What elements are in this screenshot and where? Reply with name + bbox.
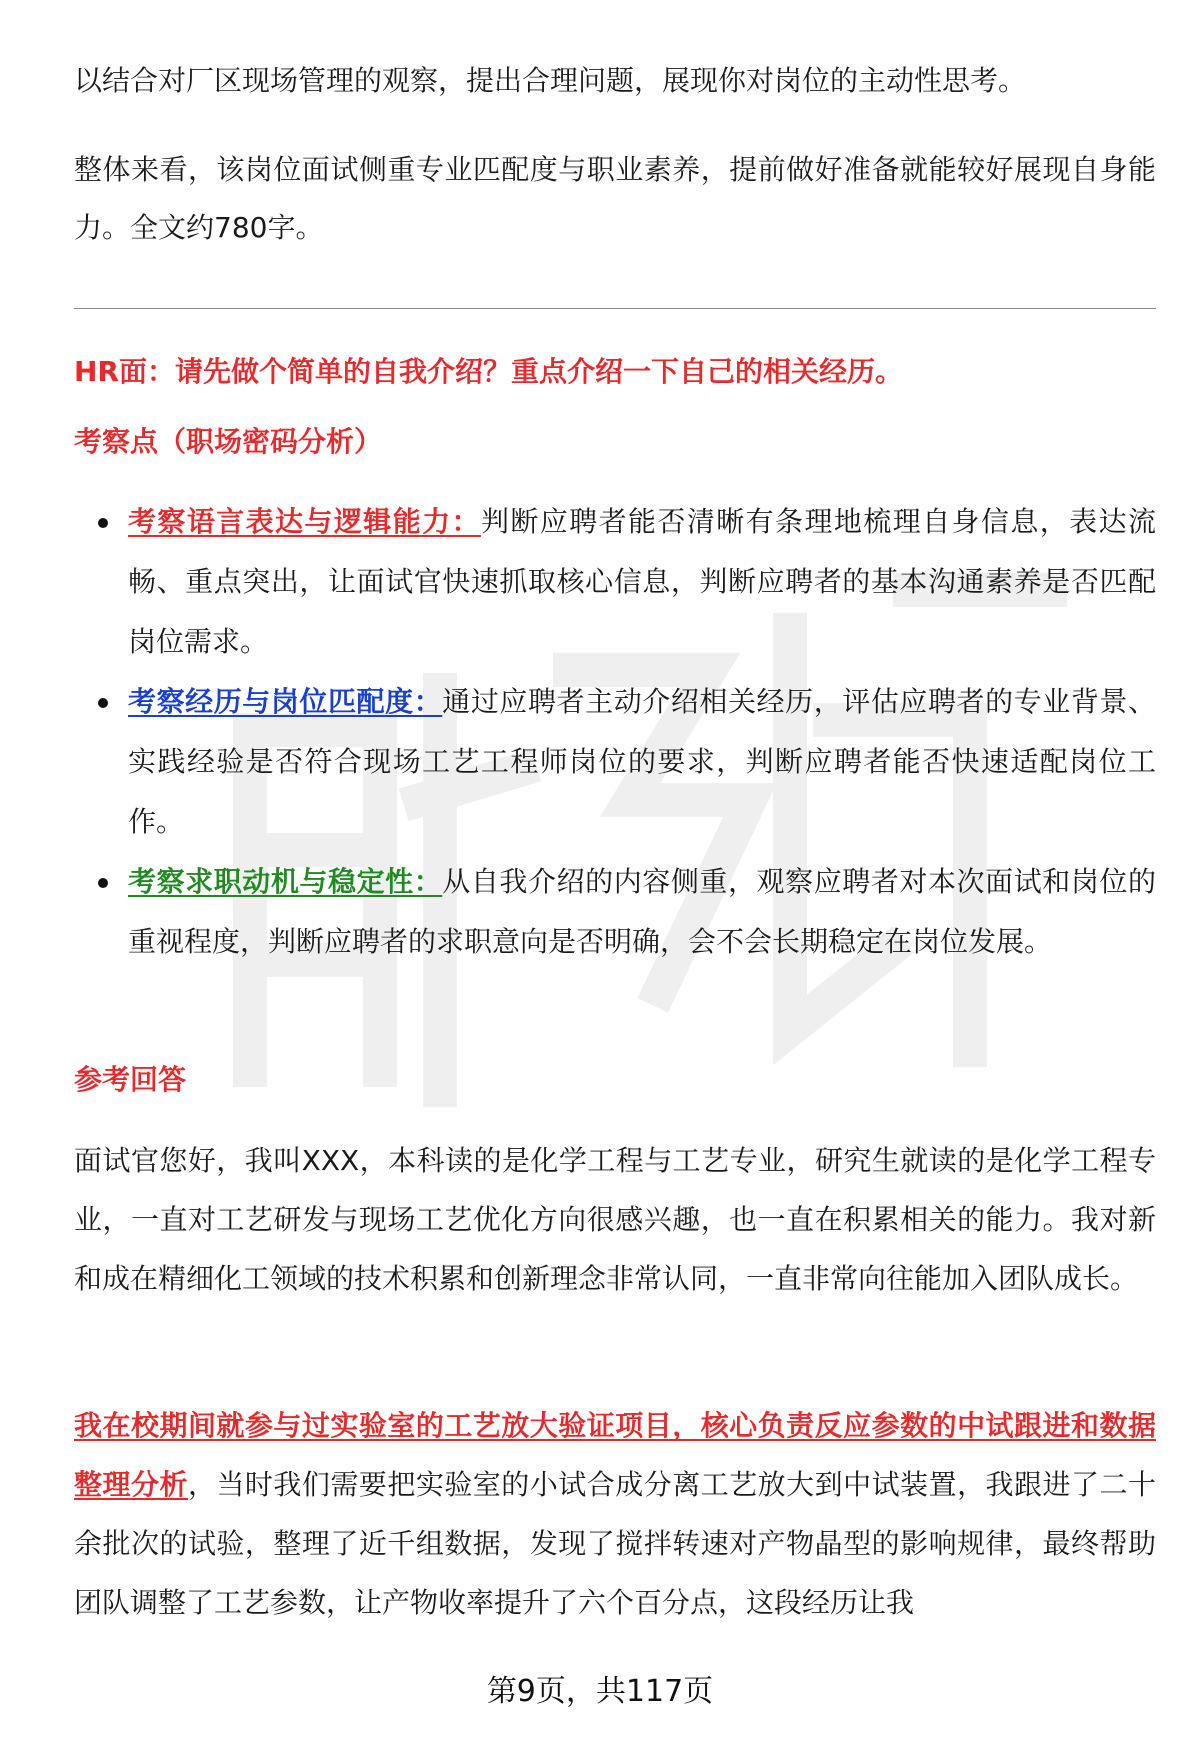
bullet-icon: [98, 518, 108, 528]
answer-text: ，当时我们需要把实验室的小试合成分离工艺放大到中试装置，我跟进了二十余批次的试验，整理了近千组数据，发现了搅拌转速对产物晶型的影响规律，最终帮助团队调整了工艺参数，让产物收率提升了六个百分点，这段经历让我: [74, 1468, 1156, 1619]
answer-paragraph-experience: [74, 1396, 1156, 1632]
bullet-icon: [98, 698, 108, 708]
list-item: [74, 492, 1156, 672]
point-label: 考察求职动机与稳定性：: [128, 865, 443, 898]
bullet-icon: [98, 878, 108, 888]
question-title: HR面：请先做个简单的自我介绍？重点介绍一下自己的相关经历。: [74, 355, 903, 388]
page-number: 第9页，共117页: [486, 1674, 714, 1709]
point-text: 判断应聘者能否清晰有条理地梳理自身信息，表达流畅、重点突出，让面试官快速抓取核心信息，判断应聘者的基本沟通素养是否匹配岗位需求。: [128, 505, 1156, 658]
point-text: 通过应聘者主动介绍相关经历，评估应聘者的专业背景、实践经验是否符合现场工艺工程师岗位的要求，判断应聘者能否快速适配岗位工作。: [128, 685, 1156, 838]
answer-paragraph: 面试官您好，我叫XXX，本科读的是化学工程与工艺专业，研究生就读的是化学工程专业，一直对工艺研发与现场工艺优化方向很感兴趣，也一直在积累相关的能力。我对新和成在精细化工领域的技术积累和创新理念非常认同，一直非常向往能加入团队成长。: [74, 1144, 1156, 1295]
list-item: [74, 672, 1156, 852]
point-text: 从自我介绍的内容侧重，观察应聘者对本次面试和岗位的重视程度，判断应聘者的求职意向是否明确，会不会长期稳定在岗位发展。: [128, 865, 1156, 958]
paragraph-summary: 整体来看，该岗位面试侧重专业匹配度与职业素养，提前做好准备就能较好展现自身能力。全文约780字。: [74, 153, 1156, 244]
paragraph-intro-end: 以结合对厂区现场管理的观察，提出合理问题，展现你对岗位的主动性思考。: [74, 64, 1027, 97]
point-label: 考察经历与岗位匹配度：: [128, 685, 443, 718]
analysis-points: [74, 492, 1156, 972]
answer-heading: 参考回答: [74, 1063, 187, 1096]
answer-highlight: 我在校期间就参与过实验室的工艺放大验证项目，核心负责反应参数的中试跟进和数据整理分析: [74, 1409, 1156, 1501]
section-divider: [74, 308, 1156, 309]
point-label: 考察语言表达与逻辑能力：: [128, 505, 481, 538]
analysis-heading: 考察点（职场密码分析）: [74, 425, 383, 458]
list-item: [74, 852, 1156, 972]
